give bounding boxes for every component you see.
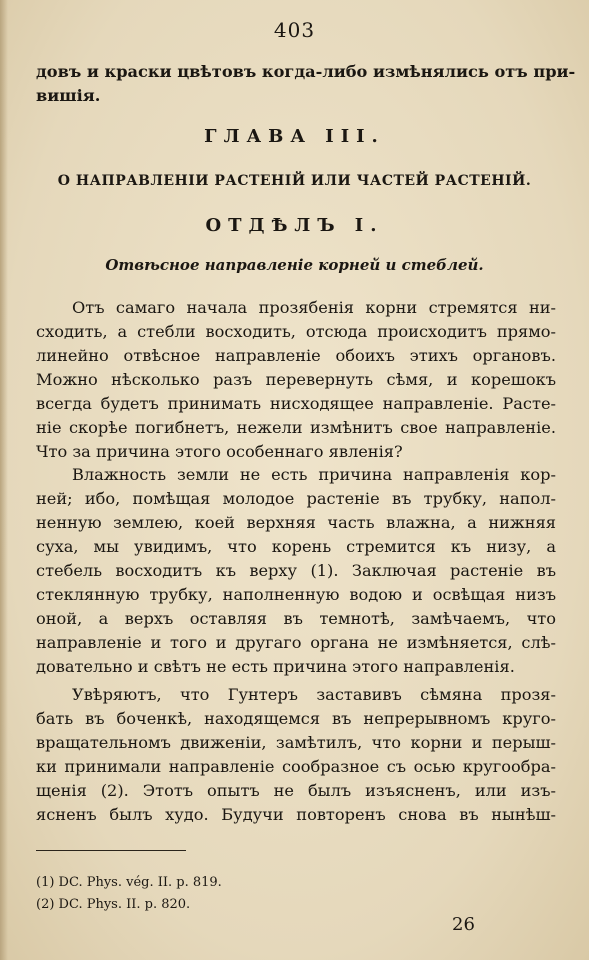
text-line: довательно и свѣтъ не есть причина этого направленія. [36, 657, 515, 676]
footnote: (2) DC. Phys. II. p. 820. [36, 897, 191, 912]
page-number: 403 [273, 18, 316, 42]
chapter-subtitle: О НАПРАВЛЕНІИ РАСТЕНІЙ ИЛИ ЧАСТЕЙ РАСТЕНІЙ. [57, 173, 532, 189]
text-line: Увѣряютъ, что Гунтеръ заставивъ сѣмяна прозя- [72, 685, 556, 704]
footnote: (1) DC. Phys. vég. II. p. 819. [36, 875, 222, 890]
signature-mark: 26 [452, 914, 475, 935]
text-line: бать въ боченкѣ, находящемся въ непрерывномъ круго- [36, 709, 556, 728]
section-title: ОТДѢЛЪ I. [205, 215, 384, 236]
text-line: направленіе и того и другаго органа не измѣняется, слѣ- [36, 633, 556, 652]
text-line: ніе скорѣе погибнетъ, нежели измѣнитъ свое направленіе. [36, 418, 556, 437]
footnote-rule [36, 850, 186, 851]
text-line: Влажность земли не есть причина направленія кор- [72, 465, 556, 484]
section-subtitle: Отвѣсное направленіе корней и стеблей. [105, 256, 484, 274]
text-line: всегда будетъ принимать нисходящее направленіе. Расте- [36, 394, 556, 413]
text-line: довъ и краски цвѣтовъ когда-либо измѣнялись отъ при- [36, 62, 576, 81]
text-line: Можно нѣсколько разъ перевернуть сѣмя, и корешокъ [36, 370, 556, 389]
paragraph-1 [36, 296, 556, 464]
text-line: оной, а верхъ оставляя въ темнотѣ, замѣчаемъ, что [36, 609, 556, 628]
text-line: суха, мы увидимъ, что корень стремится къ низу, а [36, 537, 556, 556]
text-line: Что за причина этого особеннаго явленія? [36, 442, 403, 461]
continued-paragraph [36, 60, 576, 108]
text-line: щенія (2). Этотъ опытъ не былъ изъясненъ, или изъ- [36, 781, 556, 800]
text-line: ки принимали направленіе сообразное съ осью кругообра- [36, 757, 556, 776]
text-line: стебель восходитъ къ верху (1). Заключая растеніе въ [36, 561, 556, 580]
text-line: линейно отвѣсное направленіе обоихъ этихъ органовъ. [36, 346, 556, 365]
text-line: вращательномъ движеніи, замѣтилъ, что корни и перыш- [36, 733, 556, 752]
text-line: ненную землею, коей верхняя часть влажна, а нижняя [36, 513, 556, 532]
text-line: ясненъ былъ худо. Будучи повторенъ снова въ нынѣш- [36, 805, 556, 824]
text-line: ней; ибо, помѣщая молодое растеніе въ трубку, напол- [36, 489, 556, 508]
text-line: сходить, а стебли восходить, отсюда происходитъ прямо- [36, 322, 556, 341]
paragraph-3 [36, 683, 556, 827]
text-line: Отъ самаго начала прозябенія корни стремятся ни- [72, 298, 556, 317]
chapter-title: ГЛАВА III. [204, 126, 385, 147]
footnotes [36, 872, 456, 916]
text-line: стеклянную трубку, наполненную водою и освѣщая низъ [36, 585, 556, 604]
text-line: вишія. [36, 86, 101, 105]
paragraph-2 [36, 463, 556, 679]
